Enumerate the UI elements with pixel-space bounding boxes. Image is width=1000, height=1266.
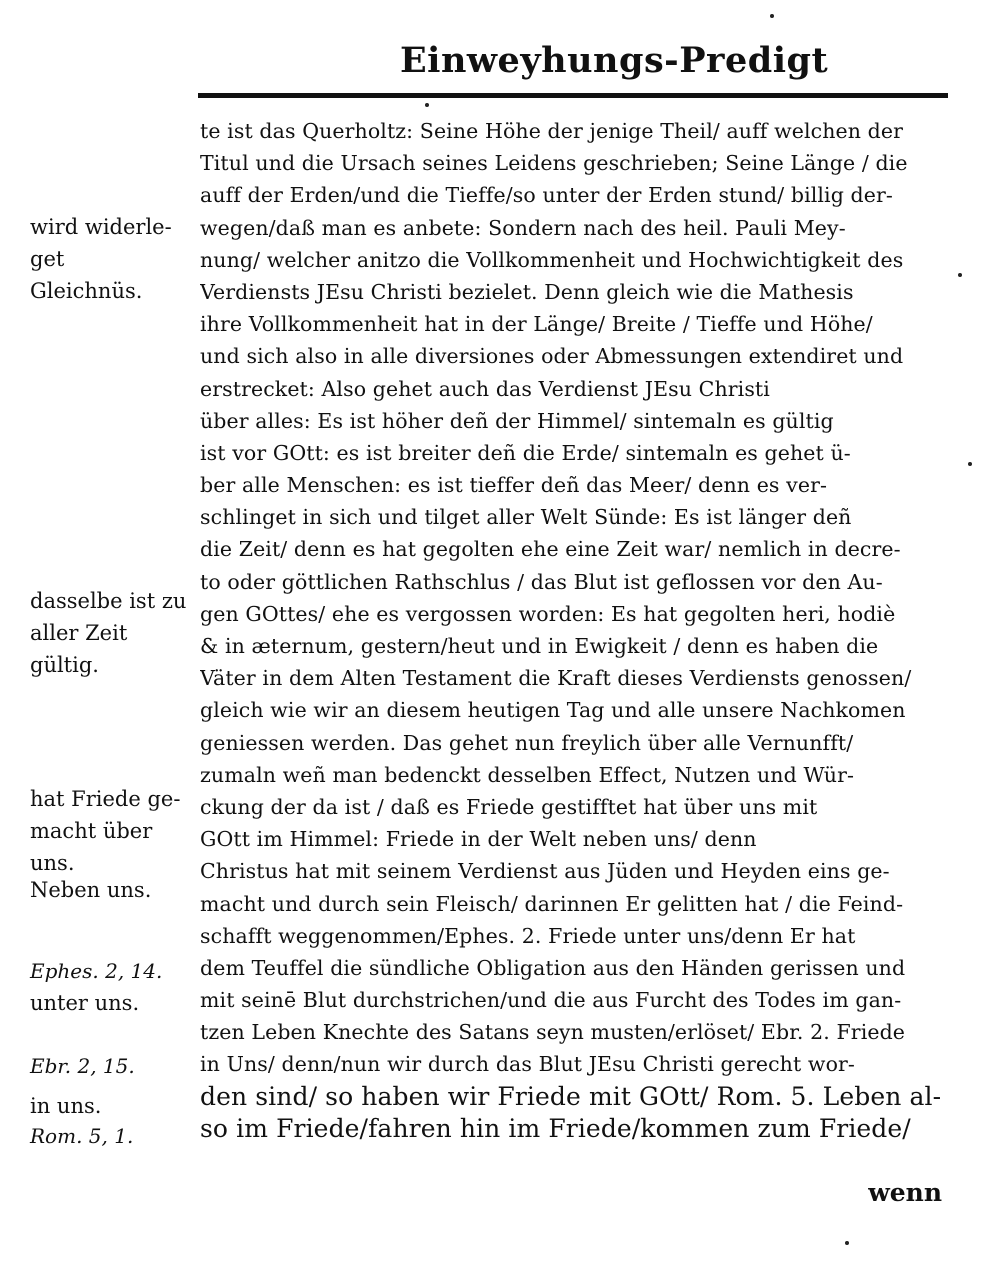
margin-note-line: uns.: [30, 851, 75, 875]
margin-note: [30, 585, 195, 681]
body-line: gleich wie wir an diesem heutigen Tag und alle unsere Nachkomen: [200, 698, 906, 723]
margin-note-line: Ebr. 2, 15.: [30, 1054, 135, 1078]
margin-note: [30, 211, 195, 307]
body-text: [200, 115, 950, 1145]
body-line: und sich also in alle diversiones oder Abmessungen extendiret und: [200, 344, 904, 369]
margin-note-line: Gleichnüs.: [30, 279, 143, 303]
margin-note-line: hat Friede ge-: [30, 787, 181, 811]
body-line: Väter in dem Alten Testament die Kraft dieses Verdiensts genossen/: [200, 666, 912, 691]
body-line: to oder göttlichen Rathschlus / das Blut ist geflossen vor den Au-: [200, 569, 883, 594]
ink-speck: [968, 462, 972, 466]
body-line: die Zeit/ denn es hat gegolten ehe eine Zeit war/ nemlich in decre-: [200, 537, 901, 562]
body-line: über alles: Es ist höher deñ der Himmel/ sintemaln es gültig: [200, 408, 834, 433]
body-line: nung/ welcher anitzo die Vollkommenheit und Hochwichtigkeit des: [200, 247, 904, 272]
body-line: wegen/daß man es anbete: Sondern nach des heil. Pauli Mey-: [200, 215, 846, 240]
margin-note-reference: [30, 1120, 195, 1152]
margin-note-line: aller Zeit: [30, 621, 128, 645]
margin-note: [30, 874, 195, 906]
margin-note-line: gültig.: [30, 653, 99, 677]
body-line: Titul und die Ursach seines Leidens geschrieben; Seine Länge / die: [200, 151, 908, 176]
body-line: gen GOttes/ ehe es vergossen worden: Es hat gegolten heri, hodiè: [200, 601, 896, 626]
margin-note-line: Neben uns.: [30, 878, 152, 902]
body-line: macht und durch sein Fleisch/ darinnen Er gelitten hat / die Feind-: [200, 891, 904, 916]
body-line: ckung der da ist / daß es Friede gestifftet hat über uns mit: [200, 794, 818, 819]
margin-note-line: Rom. 5, 1.: [30, 1124, 134, 1148]
header-rule: [198, 93, 948, 98]
body-line: tzen Leben Knechte des Satans seyn musten/erlöset/ Ebr. 2. Friede: [200, 1020, 906, 1045]
body-line: ihre Vollkommenheit hat in der Länge/ Breite / Tieffe und Höhe/: [200, 312, 873, 337]
margin-note: [30, 1090, 195, 1122]
margin-note-line: get: [30, 247, 65, 271]
body-line: Christus hat mit seinem Verdienst aus Jüden und Heyden eins ge-: [200, 859, 890, 884]
body-line: mit seinē Blut durchstrichen/und die aus Furcht des Todes im gan-: [200, 988, 902, 1013]
body-line: zumaln weñ man bedenckt desselben Effect, Nutzen und Wür-: [200, 762, 855, 787]
margin-note: [30, 783, 195, 879]
ink-speck: [770, 14, 774, 18]
running-head: Einweyhungs-Predigt: [400, 40, 829, 81]
margin-note-line: in uns.: [30, 1094, 102, 1118]
body-line: schlinget in sich und tilget aller Welt Sünde: Es ist länger deñ: [200, 505, 852, 530]
body-line: auff der Erden/und die Tieffe/so unter der Erden stund/ billig der-: [200, 183, 893, 208]
body-line: GOtt im Himmel: Friede in der Welt neben uns/ denn: [200, 827, 757, 852]
margin-note-line: unter uns.: [30, 991, 140, 1015]
margin-note-line: dasselbe ist zu: [30, 589, 187, 613]
margin-note-reference: [30, 955, 195, 987]
body-line: schafft weggenommen/Ephes. 2. Friede unter uns/denn Er hat: [200, 923, 856, 948]
margin-note-line: wird widerle-: [30, 215, 172, 239]
margin-note-reference: [30, 1050, 195, 1082]
catchword: wenn: [868, 1178, 942, 1207]
ink-speck: [425, 103, 429, 107]
body-line: erstrecket: Also gehet auch das Verdienst JEsu Christi: [200, 376, 770, 401]
body-line: & in æternum, gestern/heut und in Ewigkeit / denn es haben die: [200, 634, 879, 658]
body-line: den sind/ so haben wir Friede mit GOtt/ Rom. 5. Leben al-: [200, 1081, 942, 1111]
body-line: ber alle Menschen: es ist tieffer deñ das Meer/ denn es ver-: [200, 473, 828, 498]
ink-speck: [958, 273, 962, 277]
ink-speck: [845, 1241, 849, 1245]
body-line: so im Friede/fahren hin im Friede/kommen zum Friede/: [200, 1113, 911, 1143]
body-line: Verdiensts JEsu Christi bezielet. Denn gleich wie die Mathesis: [200, 279, 854, 304]
body-line: in Uns/ denn/nun wir durch das Blut JEsu Christi gerecht wor-: [200, 1052, 855, 1077]
margin-note-line: Ephes. 2, 14.: [30, 959, 163, 983]
body-line: geniessen werden. Das gehet nun freylich über alle Vernunfft/: [200, 730, 854, 755]
body-line: ist vor GOtt: es ist breiter deñ die Erde/ sintemaln es gehet ü-: [200, 440, 851, 465]
body-line: dem Teuffel die sündliche Obligation aus den Händen gerissen und: [200, 955, 906, 980]
body-line: te ist das Querholtz: Seine Höhe der jenige Theil/ auff welchen der: [200, 119, 904, 143]
margin-note-line: macht über: [30, 819, 153, 843]
margin-note: [30, 987, 195, 1019]
